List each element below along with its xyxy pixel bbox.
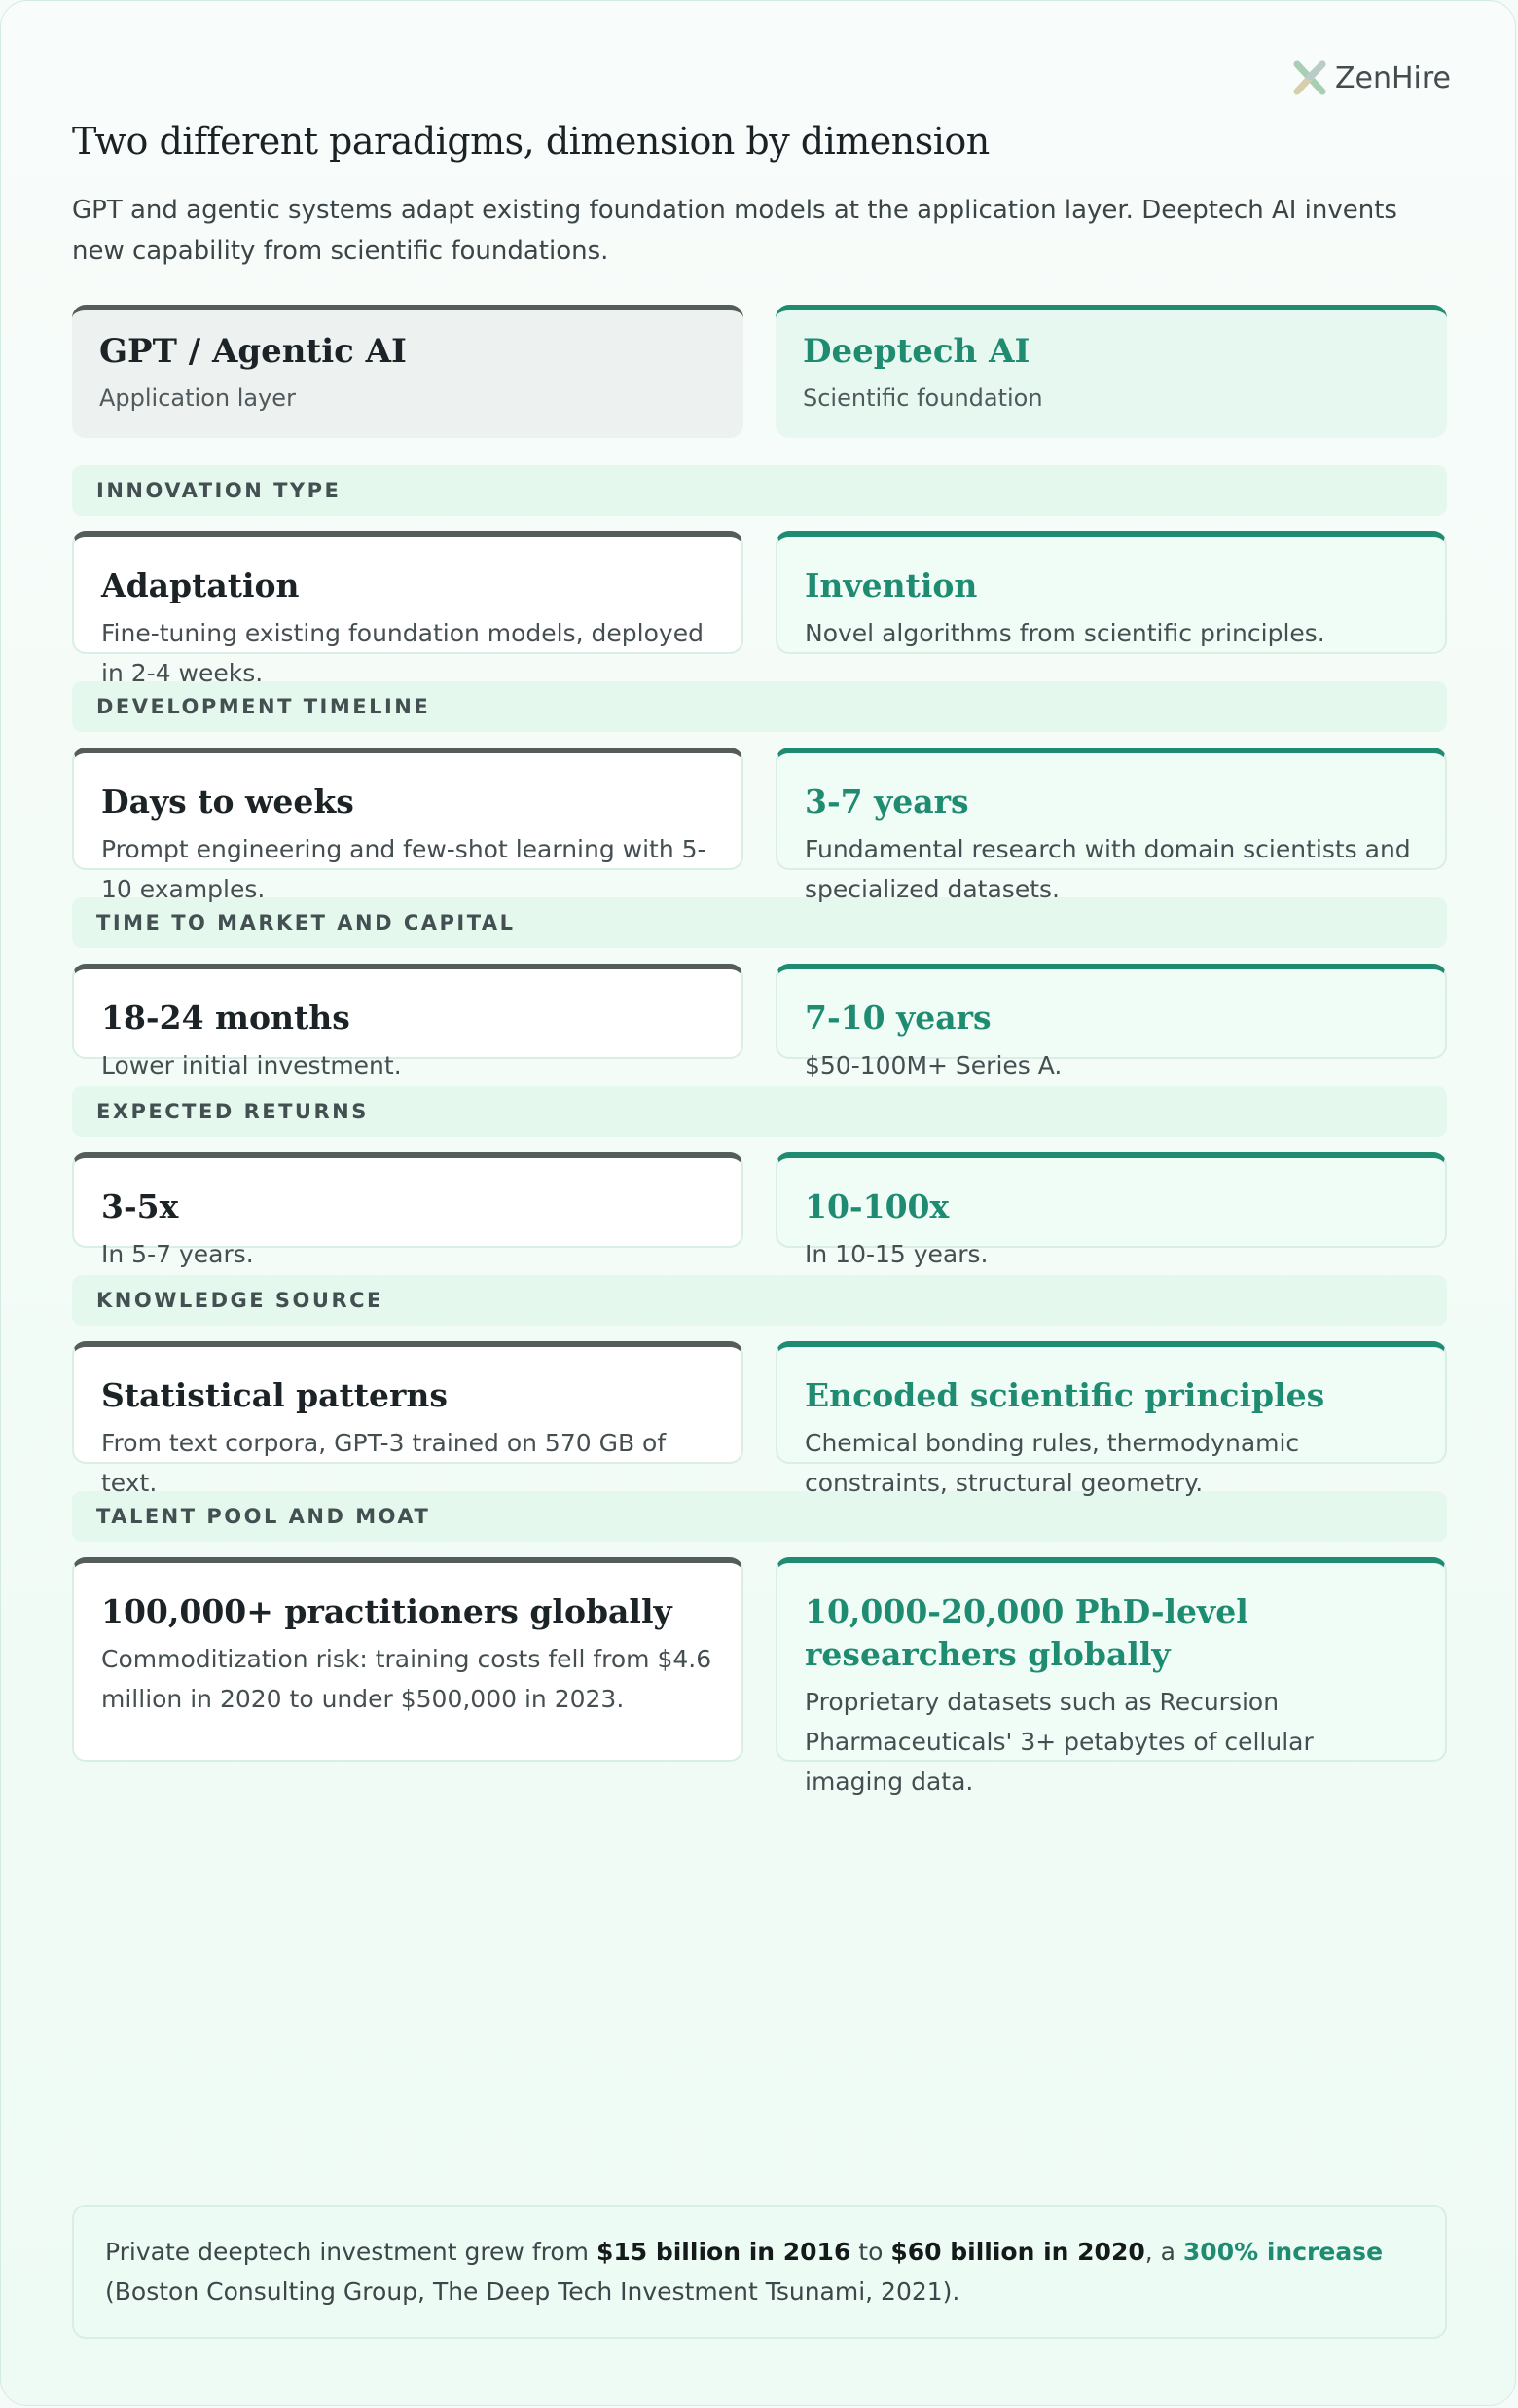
callout-highlight: 300% increase — [1182, 2238, 1384, 2266]
callout-source: (Boston Consulting Group, The Deep Tech Investment Tsunami, 2021). — [105, 2278, 960, 2306]
section-time-to-market — [72, 897, 1447, 1079]
column-subtitle: Application layer — [99, 384, 296, 412]
gpt-cell — [72, 531, 743, 687]
brand — [1288, 57, 1451, 98]
cell-body: Prompt engineering and few-shot learning with 5-10 examples. — [101, 835, 706, 903]
cell-body: Proprietary datasets such as Recursion Pharmaceuticals' 3+ petabytes of cellular imaging data. — [805, 1688, 1314, 1796]
comparison-row — [72, 1557, 1447, 1796]
brand-name: ZenHire — [1334, 60, 1451, 95]
page-title: Two different paradigms, dimension by dimension — [72, 120, 990, 163]
cell-title: 7-10 years — [805, 999, 992, 1037]
cell-title: 3-7 years — [805, 783, 969, 821]
section-label: TALENT POOL AND MOAT — [72, 1491, 1447, 1542]
callout-text: , a — [1144, 2238, 1183, 2266]
callout-text: Private deeptech investment grew from — [105, 2238, 596, 2266]
cell-title: 100,000+ practitioners globally — [101, 1592, 672, 1630]
cell-body: $50-100M+ Series A. — [805, 1051, 1063, 1079]
cell-title: Statistical patterns — [101, 1376, 448, 1414]
cell-body: From text corpora, GPT-3 trained on 570 GB of text. — [101, 1429, 667, 1497]
deeptech-cell — [776, 1341, 1447, 1497]
callout-value-2016: $15 billion in 2016 — [596, 2238, 851, 2266]
column-title: GPT / Agentic AI — [99, 332, 407, 371]
deeptech-cell — [776, 1152, 1447, 1268]
gpt-cell — [72, 1557, 743, 1762]
gpt-cell — [72, 1152, 743, 1268]
comparison-row — [72, 748, 1447, 903]
comparison-sections — [72, 465, 1447, 1796]
comparison-row — [72, 964, 1447, 1079]
cell-title: Adaptation — [101, 566, 300, 604]
investment-callout — [72, 2205, 1447, 2339]
gpt-cell — [72, 1341, 743, 1497]
cell-title: 18-24 months — [101, 999, 350, 1037]
cell-body: Novel algorithms from scientific principles. — [805, 619, 1325, 647]
section-expected-returns — [72, 1086, 1447, 1268]
cell-title: Invention — [805, 566, 978, 604]
callout-value-2020: $60 billion in 2020 — [890, 2238, 1145, 2266]
cell-title: 3-5x — [101, 1187, 179, 1225]
cell-title: 10-100x — [805, 1187, 950, 1225]
column-header-deeptech — [776, 305, 1447, 438]
comparison-row — [72, 531, 1447, 687]
cell-body: Fine-tuning existing foundation models, deployed in 2-4 weeks. — [101, 619, 704, 687]
cell-body: Commoditization risk: training costs fell from $4.6 million in 2020 to under $500,000 in 2023. — [101, 1645, 712, 1713]
cell-body: In 5-7 years. — [101, 1240, 254, 1268]
cell-title: 10,000-20,000 PhD-level researchers globally — [805, 1592, 1248, 1673]
column-title: Deeptech AI — [803, 332, 1030, 371]
deeptech-cell — [776, 964, 1447, 1079]
callout-text: to — [850, 2238, 891, 2266]
cell-body: In 10-15 years. — [805, 1240, 989, 1268]
comparison-row — [72, 1152, 1447, 1268]
section-talent-pool — [72, 1491, 1447, 1796]
section-label: TIME TO MARKET AND CAPITAL — [72, 897, 1447, 948]
cell-body: Lower initial investment. — [101, 1051, 402, 1079]
cell-title: Encoded scientific principles — [805, 1376, 1325, 1414]
gpt-cell — [72, 748, 743, 903]
gpt-cell — [72, 964, 743, 1079]
section-label: KNOWLEDGE SOURCE — [72, 1275, 1447, 1326]
cell-title: Days to weeks — [101, 783, 354, 821]
deeptech-cell — [776, 748, 1447, 903]
deeptech-cell — [776, 1557, 1447, 1796]
column-header-gpt — [72, 305, 743, 438]
page-subtitle: GPT and agentic systems adapt existing foundation models at the application layer. Deeptech AI invents new capability from scientific foundations. — [72, 196, 1397, 266]
cell-body: Chemical bonding rules, thermodynamic constraints, structural geometry. — [805, 1429, 1300, 1497]
section-label: EXPECTED RETURNS — [72, 1086, 1447, 1137]
section-innovation-type — [72, 465, 1447, 687]
section-label: DEVELOPMENT TIMELINE — [72, 681, 1447, 732]
zenhire-logo-icon — [1288, 57, 1329, 98]
section-development-timeline — [72, 681, 1447, 903]
deeptech-cell — [776, 531, 1447, 654]
section-knowledge-source — [72, 1275, 1447, 1497]
cell-body: Fundamental research with domain scientists and specialized datasets. — [805, 835, 1411, 903]
section-label: INNOVATION TYPE — [72, 465, 1447, 516]
comparison-row — [72, 1341, 1447, 1497]
column-subtitle: Scientific foundation — [803, 384, 1043, 412]
